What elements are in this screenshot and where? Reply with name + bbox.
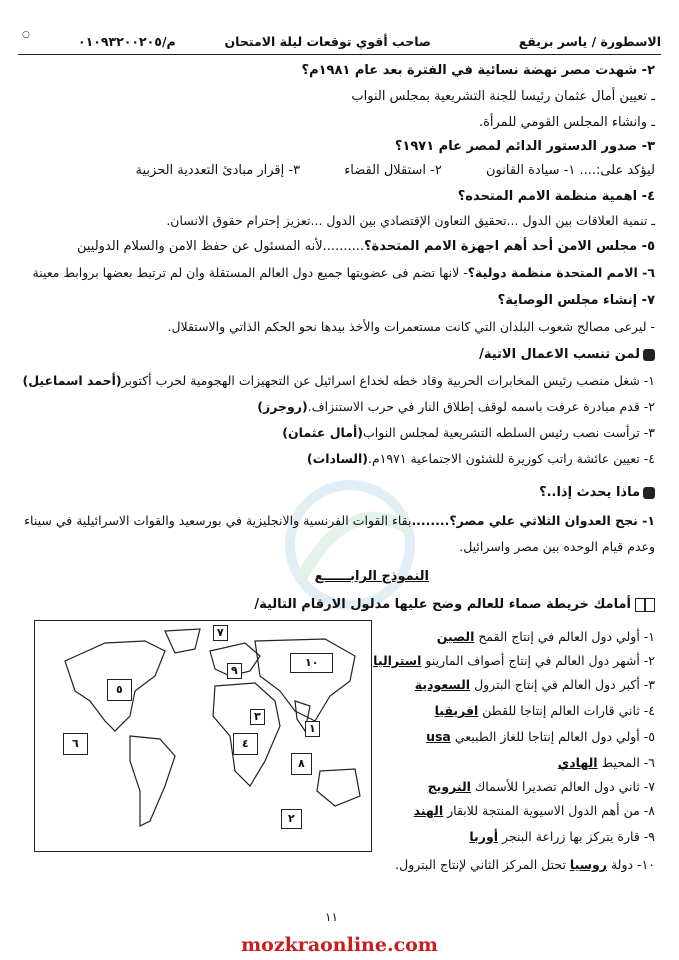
map-item-10-answer: روسيا	[569, 857, 607, 872]
question-4-answer: ـ تنمية العلاقات بين الدول ...تحقيق التعاون الإقتصادي بين الدول ...تعزيز إحترام حقوق الانسان.	[166, 213, 655, 228]
s3-question: ١- نجح العدوان الثلاثي علي مصر؟........	[411, 513, 655, 528]
map-label-3: ٣	[250, 709, 265, 725]
s2-3-answer: (أمال عثمان)	[282, 425, 363, 440]
section-3-title	[18, 484, 655, 502]
question-3-title: ٣- صدور الدستور الدائم لمصر عام ١٩٧١؟	[394, 139, 655, 154]
q6-answer: - لانها تضم فى عضويتها جميع دول العالم المستقلة وان لم ترتبط بعضها بروابط معينة	[32, 265, 468, 280]
model-title: النموذج الرابــــــع	[314, 569, 429, 584]
q5-title: ٥- مجلس الامن أحد أهم اجهزة الامم المتحدة؟	[364, 239, 655, 254]
section-3-title-text: ماذا يحدث إذا..؟	[539, 485, 640, 500]
map-label-8: ٨	[291, 753, 312, 775]
map-item-5-answer: usa	[426, 729, 451, 744]
question-6	[18, 264, 655, 282]
question-2-answer-1: ـ تعيين أمال عثمان رئيسا للجنة التشريعية بمجلس النواب	[351, 89, 655, 104]
section-2-title-text: لمن تنسب الاعمال الاتية/	[479, 347, 640, 362]
map-label-2: ٢	[281, 809, 302, 829]
question-3-answer: ليؤكد على:.... ١- سيادة القانون ٢- استقلال القضاء ٣- إقرار مبادئ التعددية الحزبية	[135, 163, 655, 178]
footer-url: mozkraonline.com	[241, 934, 438, 956]
corner-mark-icon: ○	[22, 30, 30, 40]
map-item-3-answer: السعودية	[414, 677, 471, 692]
map-label-4: ٤	[233, 733, 258, 755]
map-item-3: ٣- أكبر دول العالم في إنتاج البترول السعودية	[414, 677, 655, 692]
s2-1-answer: (أحمد اسماعيل)	[22, 373, 122, 388]
header-title: صاحب أقوي توقعات ليلة الامتحان	[224, 34, 431, 49]
map-label-7: ٧	[213, 625, 228, 641]
map-label-5: ٥	[107, 679, 132, 701]
section-2-item-3	[18, 424, 655, 442]
page-number: ١١	[325, 910, 338, 924]
map-item-8-answer: الهند	[413, 803, 444, 818]
question-4-title: ٤- اهمية منظمة الامم المتحده؟	[457, 189, 655, 204]
map-item-4-answer: افريقيا	[434, 703, 479, 718]
page-header	[18, 32, 661, 55]
question-5	[18, 238, 655, 256]
map-question-title	[18, 596, 655, 614]
map-question-text: أمامك خريطة صماء للعالم وضح عليها مدلول الارقام التالية/	[254, 597, 631, 612]
s2-3-text: ٣- ترأست نصب رئيس السلطه التشريعية لمجلس النواب	[363, 425, 655, 440]
map-item-2-answer: استراليا	[373, 653, 422, 668]
map-label-10: ١٠	[290, 653, 333, 673]
world-map	[34, 620, 372, 852]
s2-4-text: ٤- تعيين عائشة راتب كوزيرة للشئون الاجتماعية ١٩٧١م.	[368, 451, 655, 466]
map-item-6-answer: الهادي	[557, 755, 598, 770]
section-2-item-4	[18, 450, 655, 468]
s2-2-text: ٢- قدم مبادرة عرفت باسمه لوقف إطلاق النار في حرب الاستنزاف.	[307, 399, 655, 414]
question-2-answer-2: ـ وانشاء المجلس القومي للمرأة.	[478, 115, 655, 130]
section-2-item-2	[18, 398, 655, 416]
map-item-7-answer: النرويج	[427, 779, 471, 794]
s2-4-answer: (السادات)	[306, 451, 368, 466]
question-7-answer: - ليرعى مصالح شعوب البلدان التي كانت مستعمرات والأخذ بيدها نحو الحكم الذاتي والاستقلال.	[167, 319, 655, 334]
pointing-hand-icon	[643, 349, 655, 361]
map-item-7: ٧- ثاني دول العالم تصديرا للأسماك النرويج	[427, 779, 655, 794]
section-3-answer-1	[18, 512, 655, 530]
map-label-1: ١	[305, 721, 320, 737]
section-2-item-1	[18, 372, 655, 390]
question-7-title: ٧- إنشاء مجلس الوصاية؟	[497, 293, 655, 308]
map-item-9-answer: أوربا	[469, 829, 498, 844]
map-item-9: ٩- قارة يتركز بها زراعة البنجر أوربا	[469, 829, 655, 844]
q6-title: ٦- الامم المتحدة منظمة دولية؟	[467, 265, 655, 280]
map-item-1: ١- أولي دول العالم في إنتاج القمح الصين	[436, 629, 655, 644]
header-author: الاسطورة / ياسر بريقع	[518, 34, 661, 49]
q3-point-1: ١- سيادة القانون	[485, 163, 576, 178]
map-label-9: ٩	[227, 663, 242, 679]
pointing-hand-icon	[643, 487, 655, 499]
map-item-5: ٥- أولي دول العالم إنتاجا للغاز الطبيعي usa	[426, 729, 655, 744]
q3-point-2: ٢- استقلال القضاء	[344, 163, 442, 178]
section-2-title	[18, 346, 655, 364]
question-2-title: ٢- شهدت مصر نهضة نسائية في الفترة بعد عام ١٩٨١م؟	[301, 63, 655, 78]
map-item-10: ١٠- دولة روسيا تحتل المركز الثاني لإنتاج البترول.	[395, 857, 655, 872]
q3-point-3: ٣- إقرار مبادئ التعددية الحزبية	[135, 163, 301, 178]
section-3-answer-2: وعدم قيام الوحده بين مصر واسرائيل.	[459, 539, 655, 554]
s3-answer-part-1: بقاء القوات الفرنسية والانجليزية في بورسعيد والقوات الاسرائيلية في سيناء	[24, 513, 412, 528]
map-item-8: ٨- من أهم الدول الاسيوية المنتجة للابقار الهند	[413, 803, 655, 818]
q5-answer: ..........لأنه المسئول عن حفظ الامن والسلام الدوليين	[76, 239, 364, 254]
s2-1-text: ١- شغل منصب رئيس المخابرات الحربية وقاد خطه لخداع اسرائيل عن التجهيزات الهجومية لحرب أكتوبر	[121, 373, 655, 388]
map-item-2: ٢- أشهر دول العالم في إنتاج أصواف المارينو استراليا	[373, 653, 655, 668]
header-phone: م/٠١٠٩٣٢٠٠٢٠٥	[78, 34, 176, 49]
q3-prefix: ليؤكد على:	[595, 163, 655, 178]
map-item-6: ٦- المحيط الهادي	[557, 755, 655, 770]
map-item-4: ٤- ثاني قارات العالم إنتاجا للقطن افريقيا	[434, 703, 655, 718]
map-item-1-answer: الصين	[436, 629, 475, 644]
map-label-6: ٦	[63, 733, 88, 755]
book-icon	[635, 598, 655, 612]
s2-2-answer: (روجرز)	[257, 399, 308, 414]
